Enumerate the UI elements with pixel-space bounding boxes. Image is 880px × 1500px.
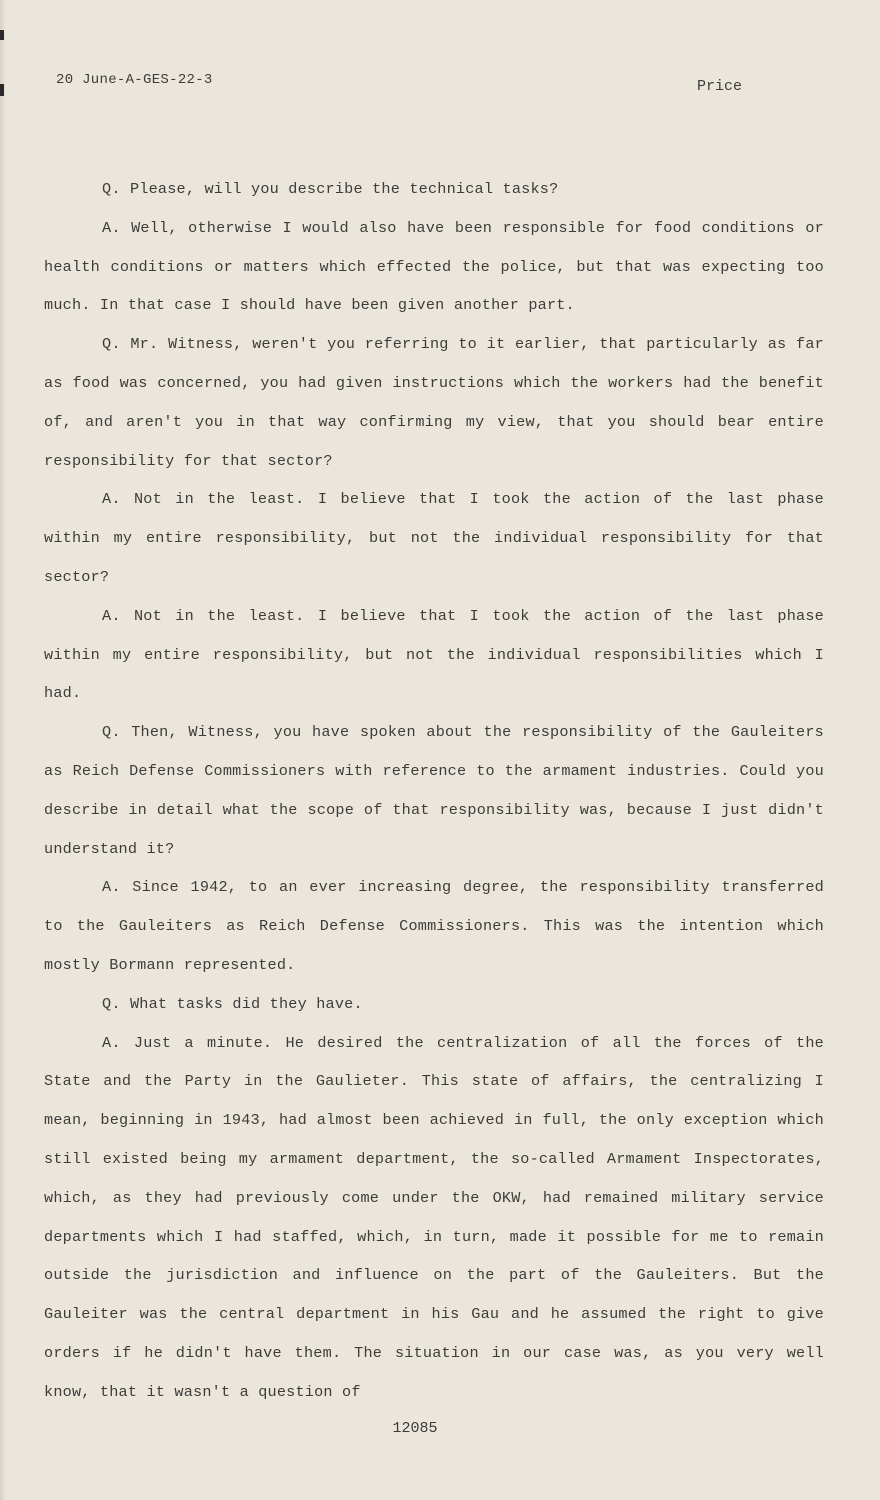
page-number: 12085 (392, 1420, 438, 1437)
transcript-paragraph: A. Since 1942, to an ever increasing degree, the responsibility transferred to the Gauleiters as Reich Defense Commissioners. This was the intention which mostly Bormann represented. (44, 878, 824, 974)
transcript-body (44, 170, 824, 1412)
transcript-paragraph: A. Not in the least. I believe that I took the action of the last phase within my entire responsibility, but not the individual responsibilities which I had. (44, 606, 824, 703)
transcript-paragraph: Q. Then, Witness, you have spoken about the responsibility of the Gauleiters as Reich Defense Commissioners with reference to the armament industries. Could you describe in detail what the scope of that responsibility was, because I just didn't understand it? (44, 723, 824, 858)
speaker-name: Price (696, 78, 742, 95)
transcript-paragraph: Q. What tasks did they have. (102, 994, 363, 1013)
transcript-paragraph: A. Not in the least. I believe that I took the action of the last phase within my entire responsibility, but not the individual responsibility for that sector? (44, 490, 824, 586)
transcript-paragraph: Q. Mr. Witness, weren't you referring to it earlier, that particularly as far as food was concerned, you had given instructions which the workers had the benefit of, and aren't you in that way confirming my view, that you should bear entire responsibility for that sector? (44, 335, 824, 470)
transcript-paragraph: Q. Please, will you describe the technical tasks? (102, 180, 559, 198)
transcript-paragraph: A. Well, otherwise I would also have been responsible for food conditions or health conditions or matters which effected the police, but that was expecting too much. In that case I should have been given another part. (44, 218, 824, 315)
binding-mark (0, 84, 4, 96)
document-reference: 20 June-A-GES-22-3 (56, 72, 213, 88)
binding-mark (0, 30, 4, 40)
transcript-paragraph: A. Just a minute. He desired the centralization of all the forces of the State and the Party in the Gaulieter. This state of affairs, the centralizing I mean, beginning in 1943, had almost been achieved in full, the only exception which still existed being my armament department, the so-called Armament Inspectorates, which, as they had previously come under the OKW, had remained military service departments which I had staffed, which, in turn, made it possible for me to remain outside the jurisdiction and influence on the part of the Gauleiters. But the Gauleiter was the central department in his Gau and he assumed the right to give orders if he didn't have them. The situation in our case was, as you very well know, that it wasn't a question of (44, 1033, 824, 1401)
